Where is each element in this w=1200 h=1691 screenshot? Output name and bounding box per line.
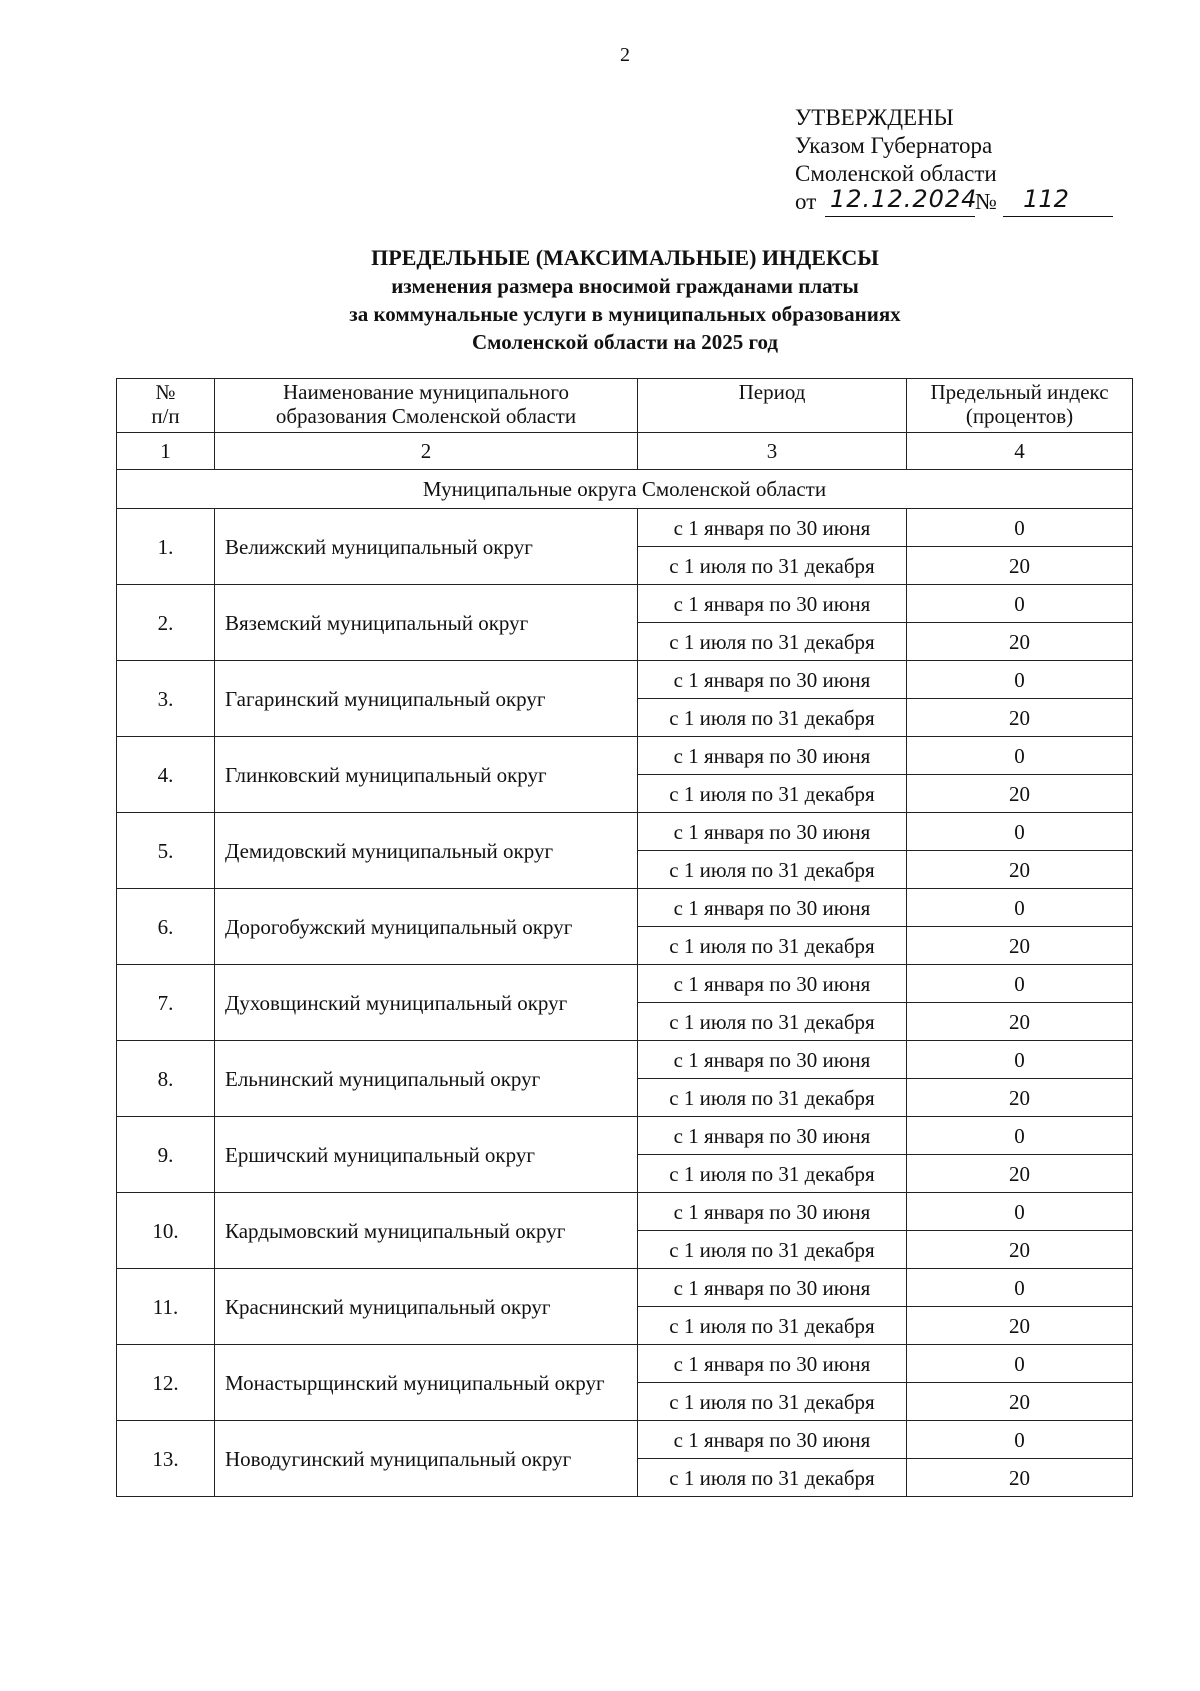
period-first-half: с 1 января по 30 июня bbox=[638, 509, 907, 547]
period-second-half: с 1 июля по 31 декабря bbox=[638, 547, 907, 585]
page-number: 2 bbox=[620, 44, 630, 66]
index-second-half: 20 bbox=[907, 1307, 1133, 1345]
index-first-half: 0 bbox=[907, 737, 1133, 775]
period-first-half: с 1 января по 30 июня bbox=[638, 585, 907, 623]
municipality-name: Гагаринский муниципальный округ bbox=[215, 661, 638, 737]
row-number: 1. bbox=[117, 509, 215, 585]
row-number: 6. bbox=[117, 889, 215, 965]
row-number: 12. bbox=[117, 1345, 215, 1421]
index-second-half: 20 bbox=[907, 927, 1133, 965]
table-row bbox=[117, 889, 1133, 927]
row-number: 5. bbox=[117, 813, 215, 889]
index-second-half: 20 bbox=[907, 623, 1133, 661]
period-second-half: с 1 июля по 31 декабря bbox=[638, 1231, 907, 1269]
table-row bbox=[117, 965, 1133, 1003]
row-number: 9. bbox=[117, 1117, 215, 1193]
column-number-1: 1 bbox=[117, 433, 215, 470]
index-second-half: 20 bbox=[907, 699, 1133, 737]
header-name-line-1: Наименование муниципального bbox=[283, 380, 569, 404]
header-num bbox=[117, 379, 215, 433]
header-num-line-1: № bbox=[155, 380, 176, 404]
row-number: 4. bbox=[117, 737, 215, 813]
index-first-half: 0 bbox=[907, 1041, 1133, 1079]
number-label: № bbox=[975, 189, 997, 214]
period-first-half: с 1 января по 30 июня bbox=[638, 661, 907, 699]
row-number: 3. bbox=[117, 661, 215, 737]
index-second-half: 20 bbox=[907, 1231, 1133, 1269]
title-line-2: изменения размера вносимой гражданами платы bbox=[391, 274, 859, 298]
municipality-name: Ершичский муниципальный округ bbox=[215, 1117, 638, 1193]
index-first-half: 0 bbox=[907, 509, 1133, 547]
approval-line-2: Указом Губернатора bbox=[795, 133, 993, 158]
index-first-half: 0 bbox=[907, 585, 1133, 623]
header-index bbox=[907, 379, 1133, 433]
header-row bbox=[117, 379, 1133, 433]
index-first-half: 0 bbox=[907, 1269, 1133, 1307]
index-first-half: 0 bbox=[907, 965, 1133, 1003]
municipality-name: Глинковский муниципальный округ bbox=[215, 737, 638, 813]
header-num-line-2: п/п bbox=[151, 404, 180, 428]
period-second-half: с 1 июля по 31 декабря bbox=[638, 1003, 907, 1041]
period-first-half: с 1 января по 30 июня bbox=[638, 1421, 907, 1459]
title-line-1: ПРЕДЕЛЬНЫЕ (МАКСИМАЛЬНЫЕ) ИНДЕКСЫ bbox=[371, 245, 879, 270]
column-number-4: 4 bbox=[907, 433, 1133, 470]
table-row bbox=[117, 1421, 1133, 1459]
table-row bbox=[117, 1117, 1133, 1155]
period-second-half: с 1 июля по 31 декабря bbox=[638, 1383, 907, 1421]
index-second-half: 20 bbox=[907, 1003, 1133, 1041]
period-first-half: с 1 января по 30 июня bbox=[638, 1345, 907, 1383]
period-first-half: с 1 января по 30 июня bbox=[638, 1193, 907, 1231]
table-row bbox=[117, 661, 1133, 699]
index-second-half: 20 bbox=[907, 547, 1133, 585]
column-number-row bbox=[117, 433, 1133, 470]
period-first-half: с 1 января по 30 июня bbox=[638, 1041, 907, 1079]
row-number: 10. bbox=[117, 1193, 215, 1269]
index-first-half: 0 bbox=[907, 661, 1133, 699]
period-second-half: с 1 июля по 31 декабря bbox=[638, 1307, 907, 1345]
column-number-3: 3 bbox=[638, 433, 907, 470]
index-first-half: 0 bbox=[907, 1345, 1133, 1383]
index-second-half: 20 bbox=[907, 1383, 1133, 1421]
index-first-half: 0 bbox=[907, 889, 1133, 927]
period-first-half: с 1 января по 30 июня bbox=[638, 889, 907, 927]
municipality-name: Дорогобужский муниципальный округ bbox=[215, 889, 638, 965]
handwritten-date: 12.12.2024 bbox=[830, 185, 978, 213]
table-row bbox=[117, 585, 1133, 623]
index-first-half: 0 bbox=[907, 1193, 1133, 1231]
date-underline bbox=[825, 216, 975, 217]
number-underline bbox=[1003, 216, 1113, 217]
header-index-line-1: Предельный индекс bbox=[930, 380, 1109, 404]
table-row bbox=[117, 1345, 1133, 1383]
municipality-name: Новодугинский муниципальный округ bbox=[215, 1421, 638, 1497]
section-row bbox=[117, 470, 1133, 509]
period-second-half: с 1 июля по 31 декабря bbox=[638, 623, 907, 661]
table-row bbox=[117, 1269, 1133, 1307]
municipality-name: Кардымовский муниципальный округ bbox=[215, 1193, 638, 1269]
period-second-half: с 1 июля по 31 декабря bbox=[638, 699, 907, 737]
index-second-half: 20 bbox=[907, 1079, 1133, 1117]
table-row bbox=[117, 1041, 1133, 1079]
header-name-line-2: образования Смоленской области bbox=[275, 404, 577, 428]
index-first-half: 0 bbox=[907, 813, 1133, 851]
approval-block bbox=[795, 104, 1069, 218]
index-second-half: 20 bbox=[907, 851, 1133, 889]
indices-table bbox=[116, 378, 1133, 1497]
title-line-4: Смоленской области на 2025 год bbox=[472, 330, 778, 354]
period-second-half: с 1 июля по 31 декабря bbox=[638, 1155, 907, 1193]
table-row bbox=[117, 509, 1133, 547]
municipality-name: Ельнинский муниципальный округ bbox=[215, 1041, 638, 1117]
row-number: 13. bbox=[117, 1421, 215, 1497]
table-row bbox=[117, 737, 1133, 775]
header-name bbox=[215, 379, 638, 433]
period-second-half: с 1 июля по 31 декабря bbox=[638, 1459, 907, 1497]
title-line-3: за коммунальные услуги в муниципальных образованиях bbox=[349, 302, 901, 326]
period-second-half: с 1 июля по 31 декабря bbox=[638, 927, 907, 965]
index-second-half: 20 bbox=[907, 1155, 1133, 1193]
municipality-name: Монастырщинский муниципальный округ bbox=[215, 1345, 638, 1421]
period-first-half: с 1 января по 30 июня bbox=[638, 1269, 907, 1307]
period-second-half: с 1 июля по 31 декабря bbox=[638, 775, 907, 813]
period-second-half: с 1 июля по 31 декабря bbox=[638, 851, 907, 889]
approval-line-1: УТВЕРЖДЕНЫ bbox=[795, 105, 954, 130]
period-first-half: с 1 января по 30 июня bbox=[638, 737, 907, 775]
municipality-name: Велижский муниципальный округ bbox=[215, 509, 638, 585]
index-second-half: 20 bbox=[907, 775, 1133, 813]
municipality-name: Вяземский муниципальный округ bbox=[215, 585, 638, 661]
row-number: 7. bbox=[117, 965, 215, 1041]
index-second-half: 20 bbox=[907, 1459, 1133, 1497]
handwritten-number: 112 bbox=[1023, 185, 1069, 213]
index-first-half: 0 bbox=[907, 1117, 1133, 1155]
from-label: от bbox=[795, 189, 817, 214]
row-number: 2. bbox=[117, 585, 215, 661]
table-row bbox=[117, 813, 1133, 851]
approval-line-3: Смоленской области bbox=[795, 161, 997, 186]
period-first-half: с 1 января по 30 июня bbox=[638, 1117, 907, 1155]
municipality-name: Духовщинский муниципальный округ bbox=[215, 965, 638, 1041]
period-second-half: с 1 июля по 31 декабря bbox=[638, 1079, 907, 1117]
period-first-half: с 1 января по 30 июня bbox=[638, 965, 907, 1003]
row-number: 8. bbox=[117, 1041, 215, 1117]
approval-signature-line bbox=[795, 185, 1069, 218]
header-period: Период bbox=[638, 379, 907, 433]
column-number-2: 2 bbox=[215, 433, 638, 470]
municipality-name: Краснинский муниципальный округ bbox=[215, 1269, 638, 1345]
index-first-half: 0 bbox=[907, 1421, 1133, 1459]
document-title bbox=[0, 244, 1200, 356]
section-title: Муниципальные округа Смоленской области bbox=[117, 470, 1133, 509]
period-first-half: с 1 января по 30 июня bbox=[638, 813, 907, 851]
row-number: 11. bbox=[117, 1269, 215, 1345]
municipality-name: Демидовский муниципальный округ bbox=[215, 813, 638, 889]
table-row bbox=[117, 1193, 1133, 1231]
header-index-line-2: (процентов) bbox=[965, 404, 1074, 428]
